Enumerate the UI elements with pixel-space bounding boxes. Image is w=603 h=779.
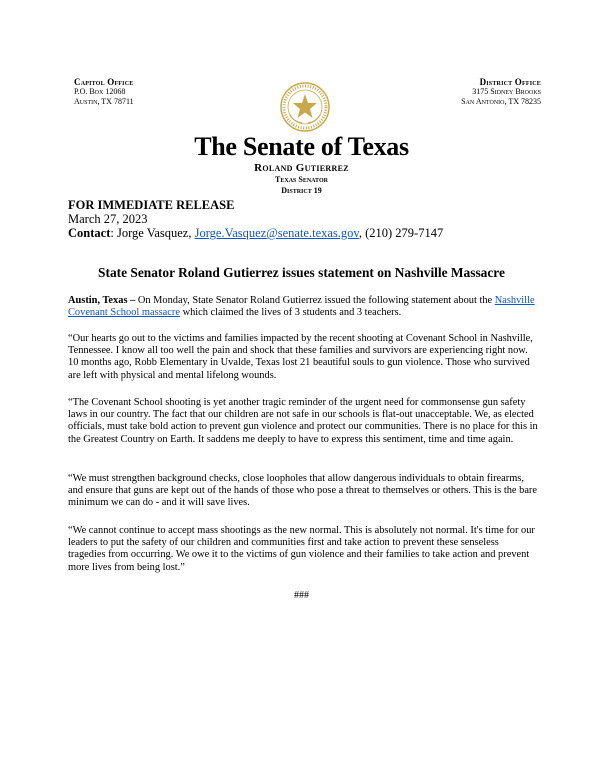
district-office-line2: San Antonio, TX 78235 — [461, 97, 541, 106]
texas-seal-icon — [280, 82, 330, 132]
paragraph-intro — [68, 295, 538, 319]
intro-text: On Monday, State Senator Roland Gutierrez issued the following statement about the — [135, 295, 495, 306]
capitol-office-title: Capitol Office — [74, 77, 134, 87]
massacre-link[interactable]: Nashville Covenant School massacre — [68, 295, 535, 319]
senator-district: District 19 — [281, 186, 322, 195]
contact-phone: , (210) 279-7147 — [358, 226, 444, 240]
senator-block — [0, 163, 603, 196]
district-office-line1: 3175 Sidney Brooks — [472, 87, 541, 96]
release-block — [68, 198, 443, 240]
paragraph-3: “The Covenant School shooting is yet another tragic reminder of the urgent need for commonsense gun safety laws in our country. The fact that our children are not safe in our schools is flat-out unacceptable. We, as elected officials, must take bold action to prevent gun violence and protect our communities. There is no place for this in the Greatest Country on Earth. It saddens me deeply to have to express this sentiment, time and time again. — [68, 397, 538, 445]
senator-role: Texas Senator — [275, 175, 328, 184]
dateline: Austin, Texas – — [68, 295, 136, 306]
contact-line — [68, 226, 443, 240]
capitol-office-line2: Austin, TX 78711 — [74, 97, 134, 106]
release-label: FOR IMMEDIATE RELEASE — [68, 198, 235, 212]
district-office-title: District Office — [479, 77, 541, 87]
senate-title: The Senate of Texas — [194, 132, 409, 161]
release-date: March 27, 2023 — [68, 212, 148, 226]
capitol-office-line1: P.O. Box 12068 — [74, 87, 126, 96]
paragraph-5: “We cannot continue to accept mass shootings as the new normal. This is absolutely not normal. It's time for our leaders to put the safety of our children and communities first and take action to prevent these senseless tragedies from occurring. We owe it to the victims of gun violence and their families to take action and prevent more lives from being lost.” — [68, 525, 535, 573]
contact-label: Contact — [68, 226, 111, 240]
contact-email-link[interactable]: Jorge.Vasquez@senate.texas.gov — [194, 226, 359, 240]
intro-rest: which claimed the lives of 3 students and 3 teachers. — [179, 307, 402, 319]
contact-name: : Jorge Vasquez, — [110, 226, 195, 240]
headline: State Senator Roland Gutierrez issues statement on Nashville Massacre — [98, 265, 505, 280]
district-office-address — [461, 77, 541, 107]
capitol-office-address — [74, 77, 134, 107]
end-mark: ### — [294, 590, 309, 601]
paragraph-2: “Our hearts go out to the victims and families impacted by the recent shooting at Covenant School in Nashville, Tennessee. I know all too well the pain and shock that these families and survivors are experiencing right now. 10 months ago, Robb Elementary in Uvalde, Texas lost 21 beautiful souls to gun violence. Those who survived are left with physical and mental lifelong wounds. — [68, 333, 533, 381]
senator-name: Roland Gutierrez — [254, 162, 349, 174]
paragraph-4: “We must strengthen background checks, close loopholes that allow dangerous individuals to obtain firearms, and ensure that guns are kept out of the hands of those who pose a threat to themselves or others. This is the bare minimum we can do - and it will save lives. — [68, 473, 537, 509]
